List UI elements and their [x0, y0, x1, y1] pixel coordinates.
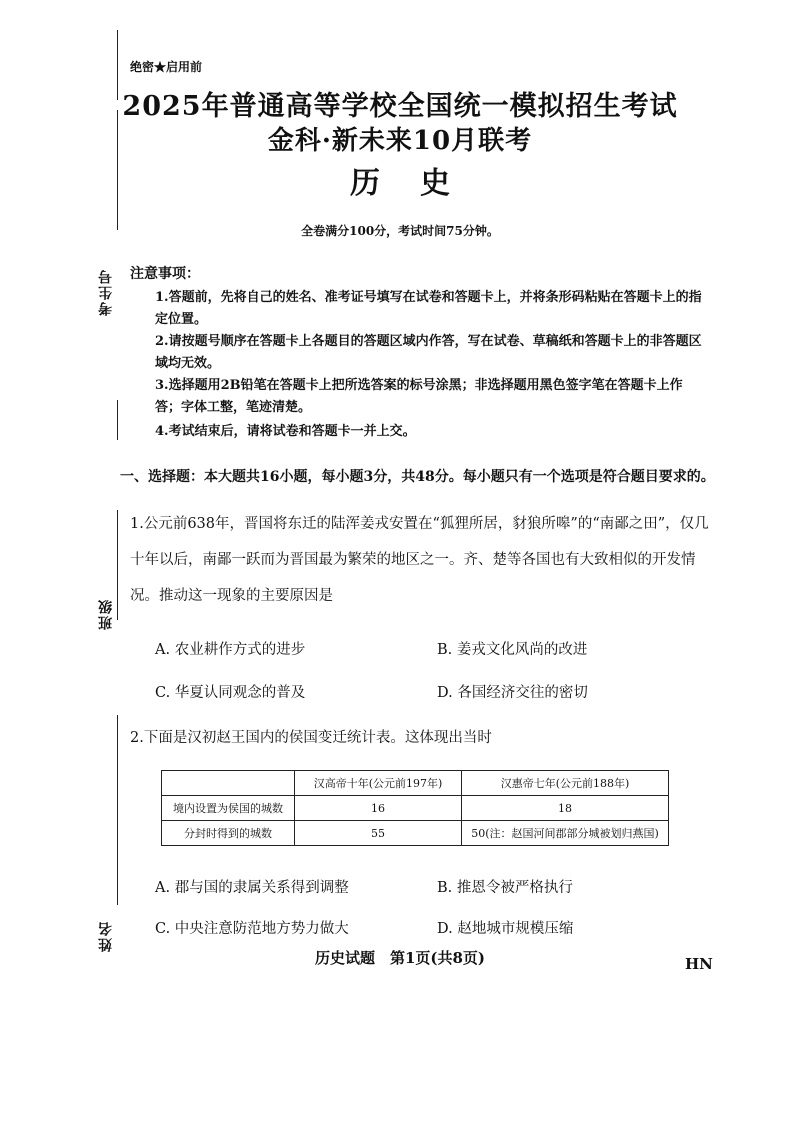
table-header-cell: [162, 771, 295, 796]
table-cell: 50(注：赵国河间郡部分城被划归燕国): [462, 821, 669, 846]
margin-label-exam-number: 考生号: [98, 268, 114, 316]
exam-title: 2025年普通高等学校全国统一模拟招生考试: [122, 91, 678, 122]
region-code: HN: [685, 955, 713, 973]
score-time-info: 全卷满分100分，考试时间75分钟。: [301, 224, 499, 238]
table-cell: 16: [295, 796, 462, 821]
margin-line: [117, 715, 118, 905]
table-cell: 55: [295, 821, 462, 846]
table-cell: 分封时得到的城数: [162, 821, 295, 846]
table-cell: 境内设置为侯国的城数: [162, 796, 295, 821]
marquisate-table: [161, 770, 669, 846]
margin-label-name: 姓名: [98, 920, 114, 952]
notice-item: 3.选择题用2B铅笔在答题卡上把所选答案的标号涂黑；非选择题用黑色签字笔在答题卡上作答；字体工整，笔迹清楚。: [155, 378, 683, 415]
section-heading: 一、选择题：本大题共16小题，每小题3分，共48分。每小题只有一个选项是符合题目要求的。: [120, 469, 715, 485]
question-1-option-a: A. 农业耕作方式的进步: [155, 642, 306, 658]
subject-title: 历史: [350, 166, 490, 201]
question-2-option-c: C. 中央注意防范地方势力做大: [155, 921, 349, 937]
notice-heading: 注意事项：: [130, 266, 200, 282]
table-row: [162, 796, 669, 821]
notice-item: 2.请按题号顺序在答题卡上各题目的答题区域内作答，写在试卷、草稿纸和答题卡上的非答题区域均无效。: [155, 334, 702, 371]
page-footer: 历史试题 第1页(共8页): [314, 949, 486, 967]
question-2-stem: 2.下面是汉初赵王国内的侯国变迁统计表。这体现出当时: [130, 730, 492, 746]
confidential-mark: 绝密★启用前: [130, 60, 203, 74]
question-1-option-d: D. 各国经济交往的密切: [437, 685, 588, 701]
table-header-cell: 汉惠帝七年(公元前188年): [462, 771, 669, 796]
question-1-option-b: B. 姜戎文化风尚的改进: [437, 642, 588, 658]
notice-item: 4.考试结束后，请将试卷和答题卡一并上交。: [155, 424, 416, 439]
table-row: [162, 821, 669, 846]
margin-line: [117, 400, 118, 440]
question-1-option-c: C. 华夏认同观念的普及: [155, 685, 306, 701]
question-2-option-a: A. 郡与国的隶属关系得到调整: [155, 880, 349, 896]
exam-subtitle: 金科·新未来10月联考: [267, 126, 533, 156]
question-2-option-d: D. 赵地城市规模压缩: [437, 921, 574, 937]
margin-label-class: 班级: [98, 598, 114, 630]
margin-line: [117, 510, 118, 620]
table-header-cell: 汉高帝十年(公元前197年): [295, 771, 462, 796]
table-header-row: [162, 771, 669, 796]
notice-item: 1.答题前，先将自己的姓名、准考证号填写在试卷和答题卡上，并将条形码粘贴在答题卡上的指定位置。: [155, 290, 702, 327]
question-2-option-b: B. 推恩令被严格执行: [437, 880, 573, 896]
table-cell: 18: [462, 796, 669, 821]
question-1-stem: 1.公元前638年，晋国将东迁的陆浑姜戎安置在“狐狸所居，豺狼所嗥”的“南鄙之田”，仅几十年以后，南鄙一跃而为晋国最为繁荣的地区之一。齐、楚等各国也有大致相似的开发情况。推动这一现象的主要原因是: [130, 516, 709, 604]
